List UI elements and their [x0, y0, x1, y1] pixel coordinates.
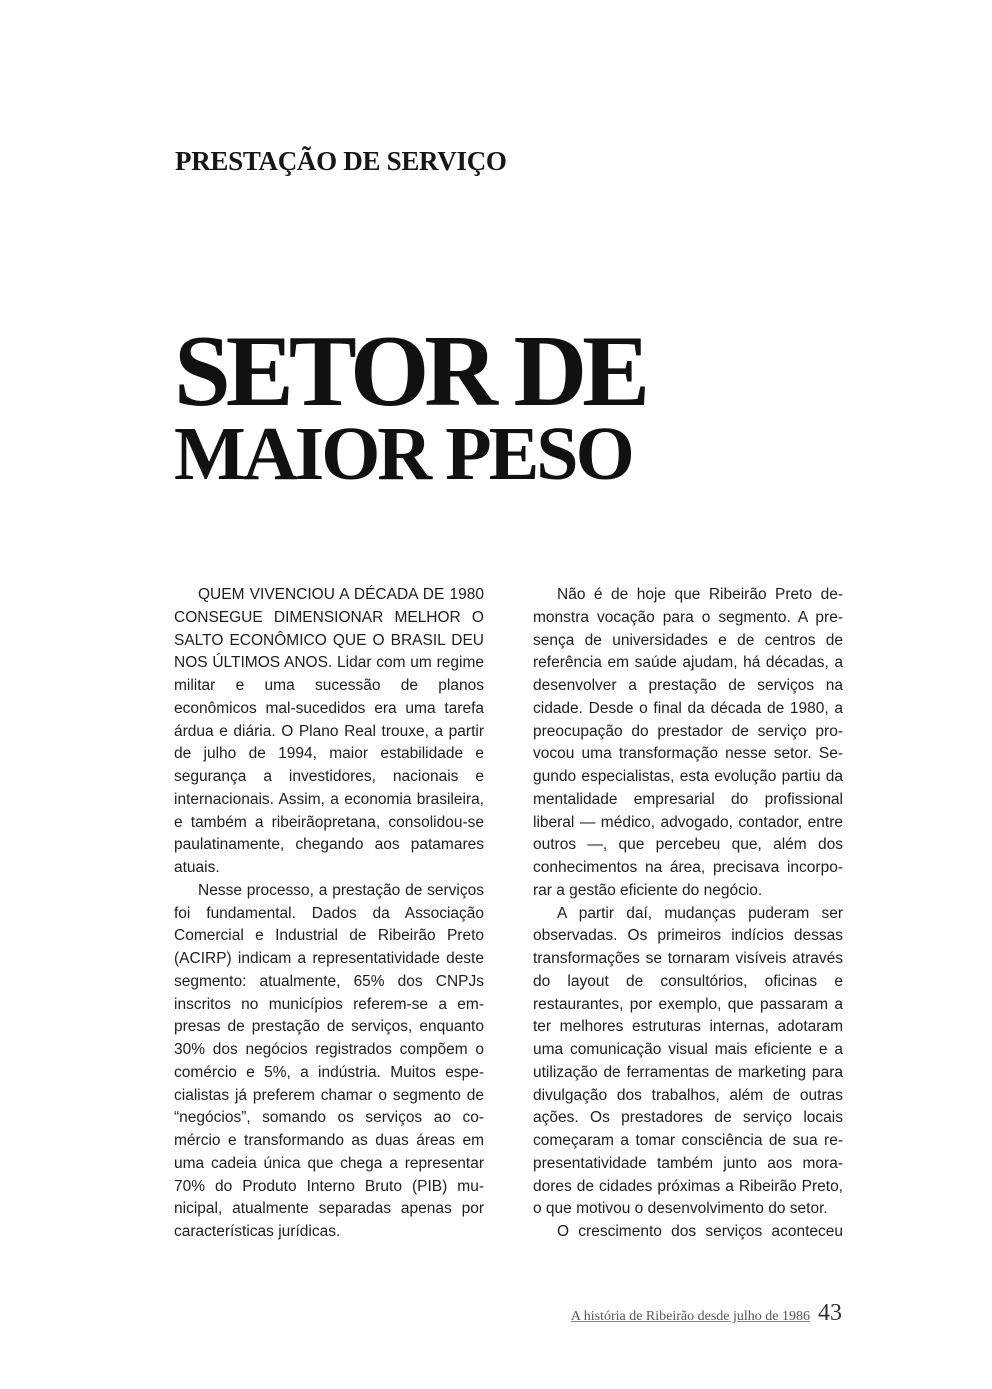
paragraph: O crescimento dos serviços aconteceu: [557, 1223, 843, 1240]
paragraph: QUEM VIVENCIOU A DÉCADA DE 1980 CONSEGUE DIMENSIONAR MELHOR O SALTO ECONÔMICO QUE O BRASIL DEU NOS ÚLTIMOS ANOS. Lidar com um regime militar e uma sucessão de planos econômicos mal-sucedidos era uma tarefa árdua e diária. O Plano Real trouxe, a partir de julho de 1994, maior estabilidade e segurança a investidores, nacionais e internacionais. Assim, a economia brasileira, e também a ribeirãopretana, consolidou-se paulatinamente, chegando aos patamares atuais.: [174, 586, 484, 876]
headline: [174, 315, 814, 496]
section-label: PRESTAÇÃO DE SERVIÇO: [175, 146, 507, 176]
paragraph: Nesse processo, a prestação de serviços foi fundamental. Dados da Associação Comercial e Industrial de Ribeirão Preto (ACIRP) indicam a representatividade deste segmento: atualmente, 65% dos CNPJs inscritos no municípios referem-se a empresas de prestação de serviços, enquanto 30% dos negócios registrados compõem o comércio e 5%, a indústria. Muitos especialistas já preferem chamar o segmento de “negócios”, somando os serviços ao comércio e transformando as duas áreas em uma cadeia única que chega a representar 70% do Produto Interno Bruto (PIB) municipal, atualmente separadas apenas por características jurídicas.: [174, 881, 484, 1240]
paragraph: Não é de hoje que Ribeirão Preto demonstra vocação para o segmento. A presença de universidades e de centros de referência em saúde ajudam, há décadas, a desenvolver a prestação de serviços na cidade. Desde o final da década de 1980, a preocupação do prestador de serviço provocou uma transformação nesse setor. Segundo especialistas, esta evolução partiu da mentalidade empresarial do profissional liberal — médico, advogado, contador, entre outros —, que percebeu que, além dos conhecimentos na área, precisava incorporar a gestão eficiente do negócio.: [533, 586, 843, 899]
running-title: A história de Ribeirão desde julho de 1986: [570, 1309, 810, 1324]
page-footer: [571, 1300, 842, 1327]
headline-line-1: SETOR DE: [174, 315, 646, 428]
page-number: 43: [818, 1300, 842, 1326]
headline-line-2: MAIOR PESO: [174, 412, 632, 496]
text-column-right: [533, 584, 843, 1244]
paragraph: A partir daí, mudanças puderam ser observadas. Os primeiros indícios dessas transformações se tornaram visíveis através do layout de consultórios, oficinas e restaurantes, por exemplo, que passaram a ter melhores estruturas internas, adotaram uma comunicação visual mais eficiente e a utilização de ferramentas de marketing para divulgação dos trabalhos, além de outras ações. Os prestadores de serviço locais começaram a tomar consciência de sua representatividade também junto aos moradores de cidades próximas a Ribeirão Preto, o que motivou o desenvolvimento do setor.: [533, 904, 843, 1218]
text-column-left: [174, 584, 484, 1244]
